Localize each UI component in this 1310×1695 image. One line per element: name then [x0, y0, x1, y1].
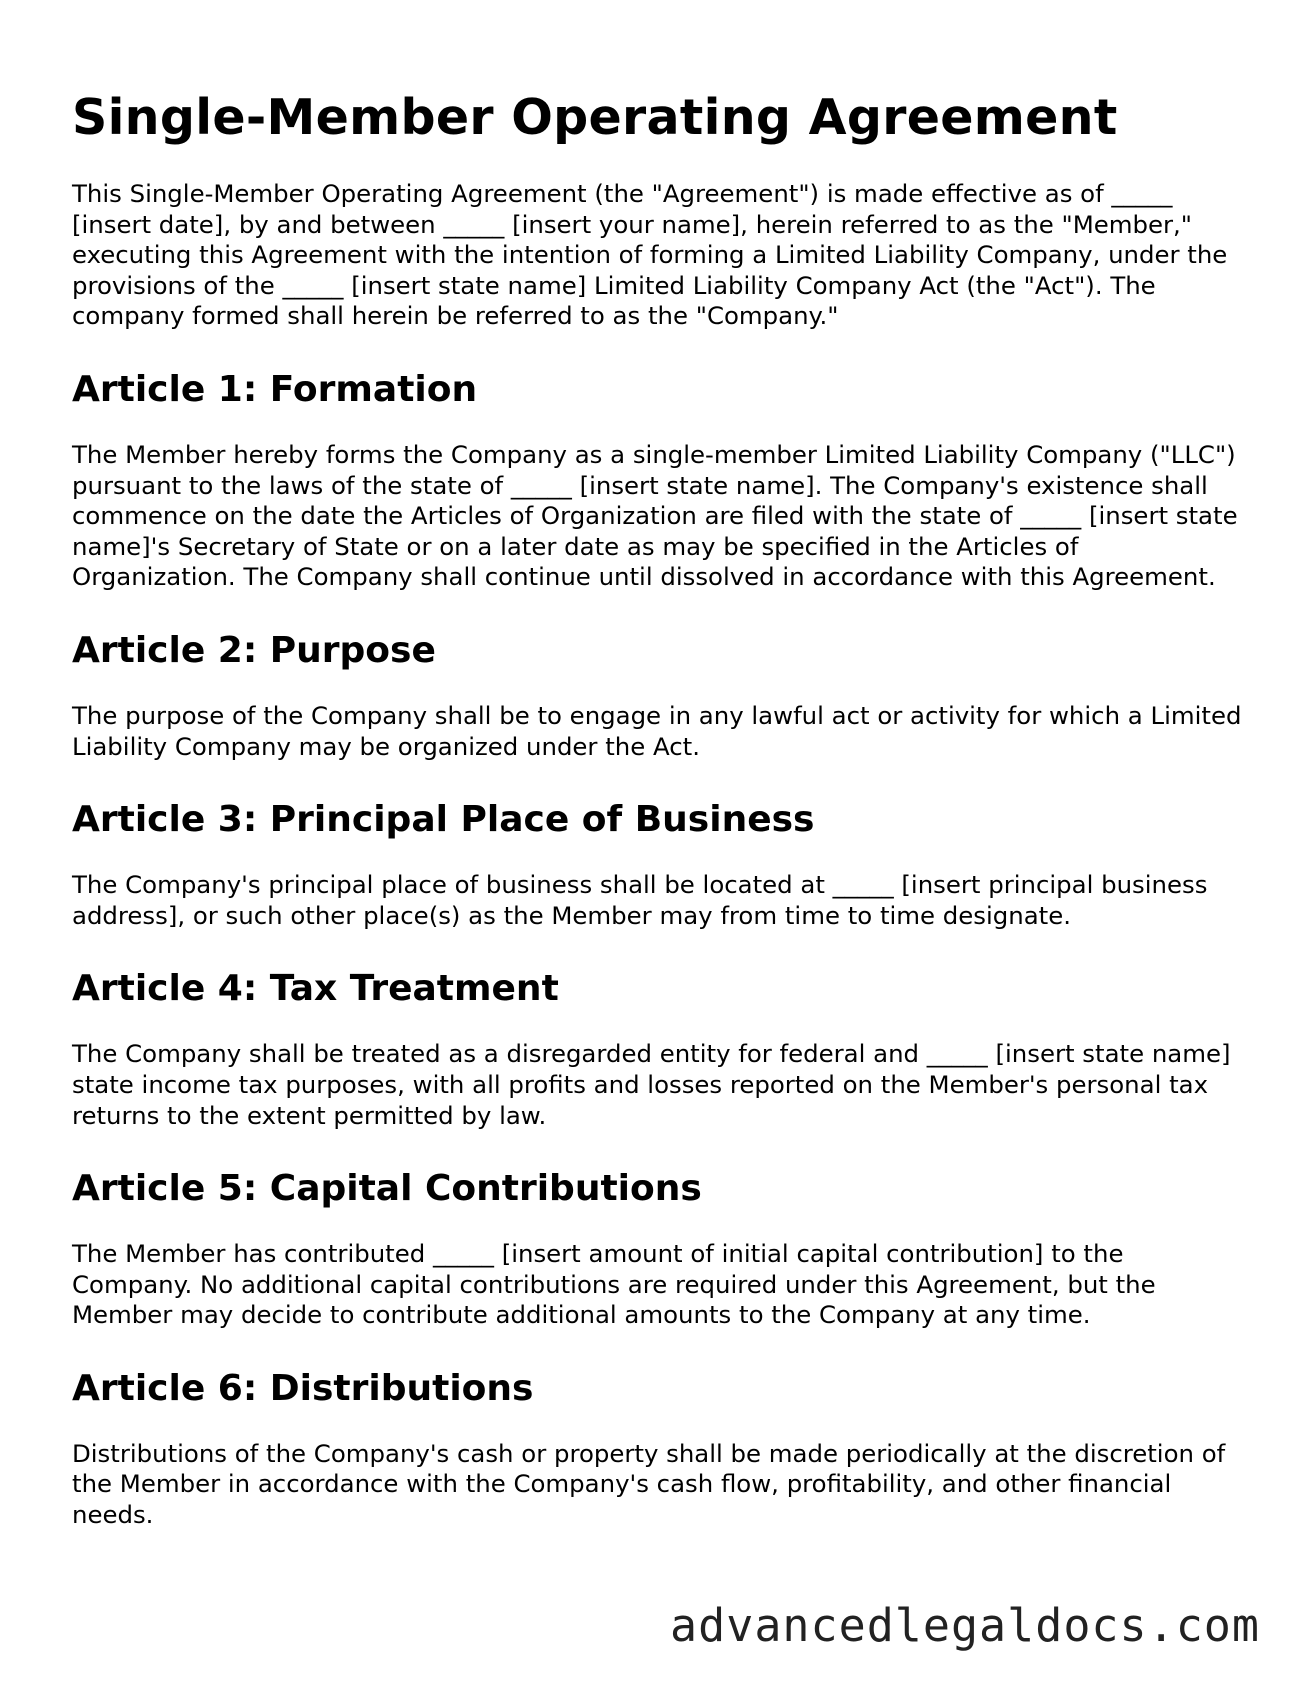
article-1-body: The Member hereby forms the Company as a single-member Limited Liability Company ("LLC") pursuant to the laws of the state of _____ [insert state name]. The Company's existence shall commence on the date the Articles of Organization are filed with the state of _____ [insert state name]'s Secretary of State or on a later date as may be specified in the Articles of Organization. The Company shall continue until dissolved in accordance with this Agreement. — [72, 439, 1238, 592]
article-6-body: Distributions of the Company's cash or property shall be made periodically at the discretion of the Member in accordance with the Company's cash flow, profitability, and other financial needs. — [72, 1438, 1226, 1530]
article-3-heading: Article 3: Principal Place of Business — [72, 799, 815, 841]
intro-paragraph: This Single-Member Operating Agreement (the "Agreement") is made effective as of _____ [insert date], by and between _____ [insert your name], herein referred to as the "Member," executing this Agreement with the intention of forming a Limited Liability Company, under the provisions of the _____ [insert state name] Limited Liability Company Act (the "Act"). The company formed shall herein be referred to as the "Company." — [72, 179, 1228, 331]
article-2-body: The purpose of the Company shall be to engage in any lawful act or activity for which a Limited Liability Company may be organized under the Act. — [72, 700, 1242, 761]
article-4-heading: Article 4: Tax Treatment — [72, 968, 559, 1010]
document-title: Single-Member Operating Agreement — [72, 89, 1118, 146]
article-5-heading: Article 5: Capital Contributions — [72, 1168, 702, 1210]
article-4-body: The Company shall be treated as a disregarded entity for federal and _____ [insert state name] state income tax purposes, with all profits and losses reported on the Member's personal tax returns to the extent permitted by law. — [72, 1039, 1231, 1130]
document-page — [72, 88, 1242, 1567]
article-2-heading: Article 2: Purpose — [72, 629, 436, 671]
article-5-body: The Member has contributed _____ [insert amount of initial capital contribution] to the Company. No additional capital contributions are required under this Agreement, but the Member may decide to contribute additional amounts to the Company at any time. — [72, 1239, 1156, 1330]
article-3-body: The Company's principal place of business shall be located at _____ [insert principal business address], or such other place(s) as the Member may from time to time designate. — [72, 870, 1208, 930]
watermark-text: advancedlegaldocs.com — [670, 1599, 1260, 1652]
article-6-heading: Article 6: Distributions — [72, 1367, 534, 1409]
article-1-heading: Article 1: Formation — [72, 368, 478, 410]
